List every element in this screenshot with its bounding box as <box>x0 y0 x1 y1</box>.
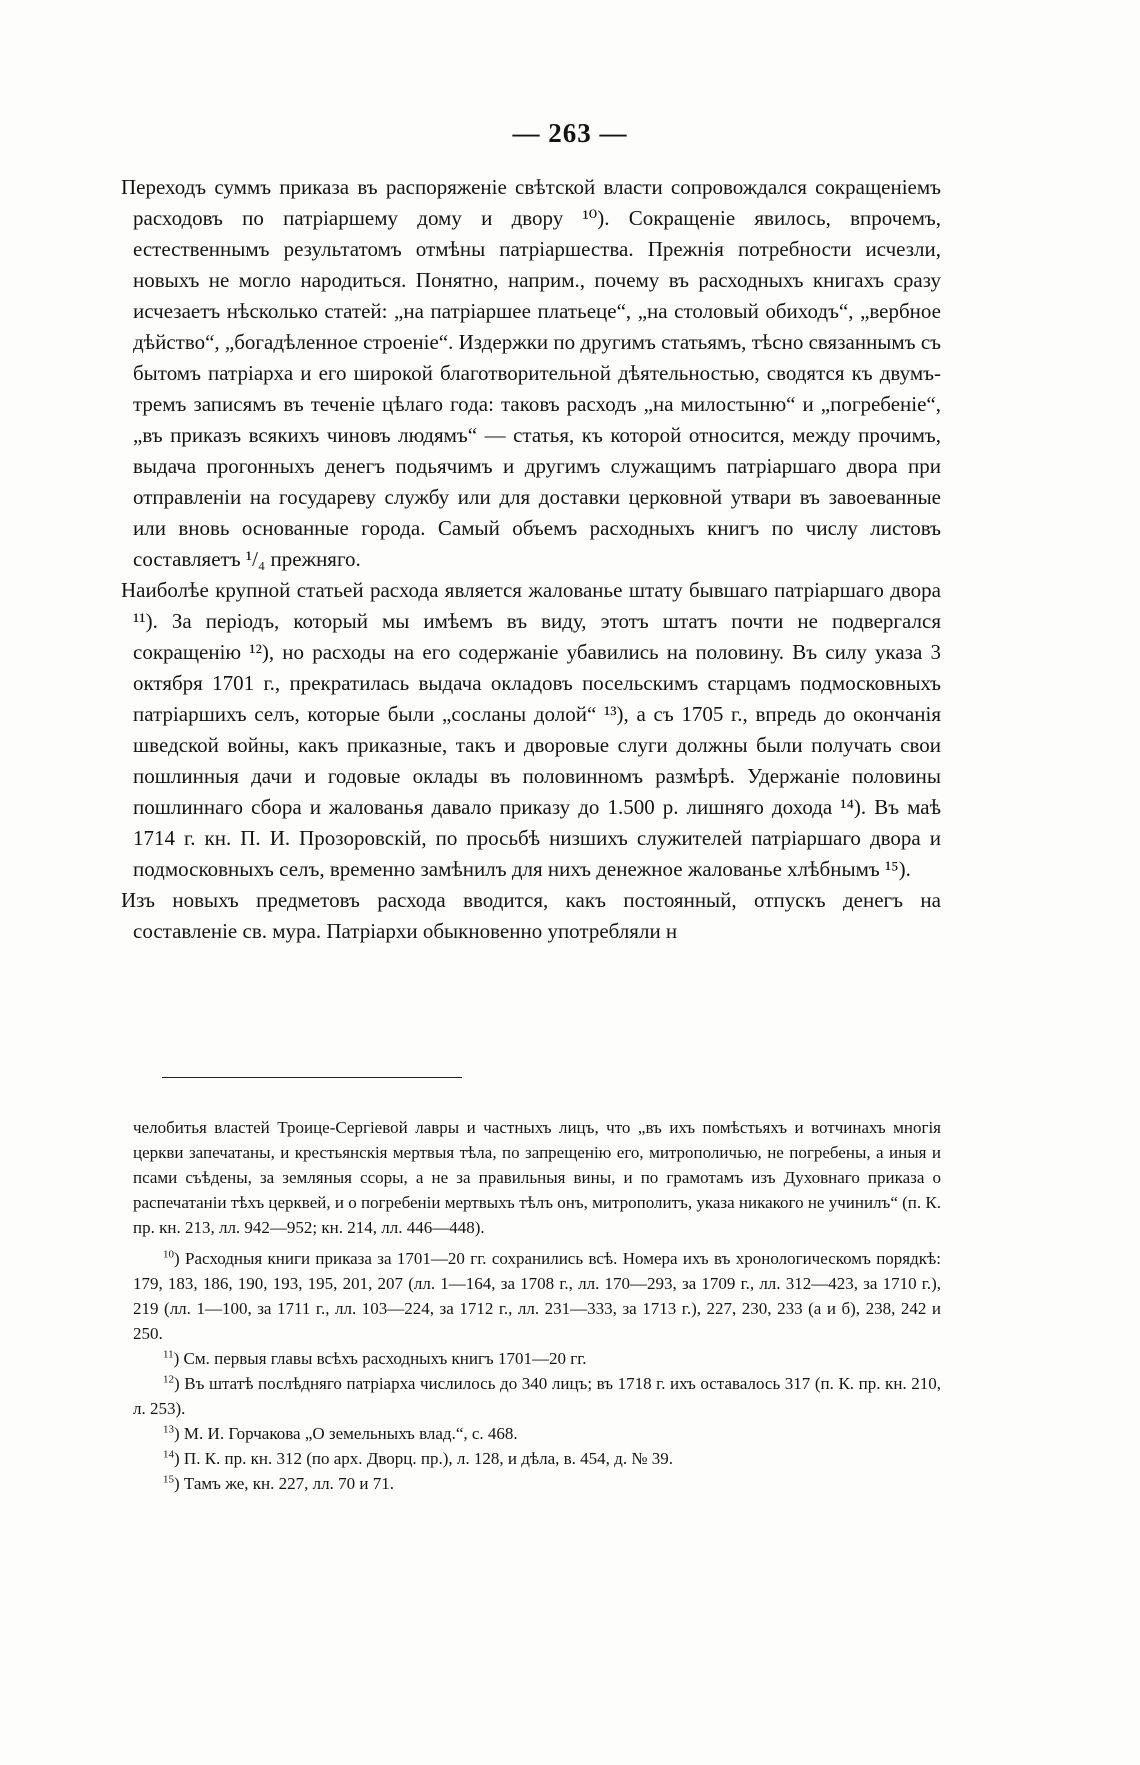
footnote-text: П. К. пр. кн. 312 (по арх. Дворц. пр.), л. 128, и дѣла, в. 454, д. № 39. <box>183 1449 674 1468</box>
footnote-item: $^{13}$) М. И. Горчакова „О земельныхъ влад.“, с. 468. <box>163 1423 518 1443</box>
footnote-number: 11 <box>163 1348 174 1361</box>
footnote-number: 12 <box>163 1373 174 1386</box>
main-text <box>121 172 941 947</box>
footnote-divider <box>162 1077 462 1078</box>
footnote-text: М. И. Горчакова „О земельныхъ влад.“, с. 468. <box>183 1424 518 1443</box>
page-number: — 263 — <box>512 118 628 148</box>
footnote-number: 10 <box>163 1248 174 1261</box>
footnote-text: См. первыя главы всѣхъ расходныхъ книгъ 1701—20 гг. <box>183 1349 587 1368</box>
footnote-continuation: челобитья властей Троице-Сергіевой лавры и частныхъ лицъ, что „въ ихъ помѣстьяхъ и вотчинахъ многія церкви запечатаны, и крестьянскія мертвыя тѣла, по запрещенію его, митрополичью, не погребены, а иныя и псами съѣдены, за земляныя ссоры, а не за правильныя вины, и по грамотамъ изъ Духовнаго приказа о распечатаніи тѣхъ церквей, и о погребеніи мертвыхъ тѣлъ онъ, митрополитъ, указа никакого не учинилъ“ (п. К. пр. кн. 213, лл. 942—952; кн. 214, лл. 446—448). <box>133 1118 941 1237</box>
footnote-text: Тамъ же, кн. 227, лл. 70 и 71. <box>183 1474 394 1493</box>
paragraph-1: Переходъ суммъ приказа въ распоряженіе свѣтской власти сопровождался сокращеніемъ расходовъ по патріаршему дому и двору ¹⁰). Сокращеніе явилось, впрочемъ, естественнымъ результатомъ отмѣны патріаршества. Прежнія потребности исчезли, новыхъ не могло народиться. Понятно, наприм., почему въ расходныхъ книгахъ сразу исчезаетъ нѣсколько статей: „на патріаршее платьеце“, „на столовый обиходъ“, „вербное дѣйство“, „богадѣленное строеніе“. Издержки по другимъ статьямъ, тѣсно связаннымъ съ бытомъ патріарха и его широкой благотворительной дѣятельностью, сводятся къ двумъ-тремъ записямъ въ теченіе цѣлаго года: таковъ расходъ „на милостыню“ и „погребеніе“, „въ приказъ всякихъ чиновъ людямъ“ — статья, къ которой относится, между прочимъ, выдача прогонныхъ денегъ подьячимъ и другимъ служащимъ патріаршаго двора при отправленіи на государеву службу или для доставки церковной утвари въ завоеванные или вновь основанные города. Самый объемъ расходныхъ книгъ по числу листовъ составляетъ ¹/₄ прежняго. <box>121 175 941 571</box>
footnote-text: Расходныя книги приказа за 1701—20 гг. сохранились всѣ. Номера ихъ въ хронологическомъ порядкѣ: 179, 183, 186, 190, 193, 195, 201, 207 (лл. 1—164, за 1708 г., лл. 170—293, за 1709 г., лл. 312—423, за 1710 г.), 219 (лл. 1—100, за 1711 г., лл. 103—224, за 1712 г., лл. 231—333, за 1713 г.), 227, 230, 233 (а и б), 238, 242 и 250. <box>133 1249 941 1343</box>
footnote-item: $^{12}$) Въ штатѣ послѣдняго патріарха числилось до 340 лицъ; въ 1718 г. ихъ оставалось 317 (п. К. пр. кн. 210, л. 253). <box>133 1373 941 1418</box>
paragraph-3: Изъ новыхъ предметовъ расхода вводится, какъ постоянный, отпускъ денегъ на составленіе св. мура. Патріархи обыкновенно употребляли н <box>121 888 941 943</box>
footnote-item: $^{11}$) См. первыя главы всѣхъ расходныхъ книгъ 1701—20 гг. <box>163 1348 587 1368</box>
footnotes <box>133 1115 941 1496</box>
footnote-number: 13 <box>163 1423 174 1436</box>
footnote-number: 15 <box>163 1473 174 1486</box>
footnote-item: $^{14}$) П. К. пр. кн. 312 (по арх. Дворц. пр.), л. 128, и дѣла, в. 454, д. № 39. <box>163 1448 674 1468</box>
footnote-number: 14 <box>163 1448 174 1461</box>
footnote-item: $^{15}$) Тамъ же, кн. 227, лл. 70 и 71. <box>163 1473 394 1493</box>
footnote-item: $^{10}$) Расходныя книги приказа за 1701—20 гг. сохранились всѣ. Номера ихъ въ хронологическомъ порядкѣ: 179, 183, 186, 190, 193, 195, 201, 207 (лл. 1—164, за 1708 г., лл. 170—293, за 1709 г., лл. 312—423, за 1710 г.), 219 (лл. 1—100, за 1711 г., лл. 103—224, за 1712 г., лл. 231—333, за 1713 г.), 227, 230, 233 (а и б), 238, 242 и 250. <box>133 1248 941 1343</box>
footnote-text: Въ штатѣ послѣдняго патріарха числилось до 340 лицъ; въ 1718 г. ихъ оставалось 317 (п. К. пр. кн. 210, л. 253). <box>133 1374 941 1418</box>
paragraph-2: Наиболѣе крупной статьей расхода является жалованье штату бывшаго патріаршаго двора ¹¹). За періодъ, который мы имѣемъ въ виду, этотъ штатъ почти не подвергался сокращенію ¹²), но расходы на его содержаніе убавились на половину. Въ силу указа 3 октября 1701 г., прекратилась выдача окладовъ посельскимъ старцамъ подмосковныхъ патріаршихъ селъ, которые были „сосланы долой“ ¹³), а съ 1705 г., впредь до окончанія шведской войны, какъ приказные, такъ и дворовые слуги должны были получать свои пошлинныя дачи и годовые оклады въ половинномъ размѣрѣ. Удержаніе половины пошлиннаго сбора и жалованья давало приказу до 1.500 р. лишняго дохода ¹⁴). Въ маѣ 1714 г. кн. П. И. Прозоровскій, по просьбѣ низшихъ служителей патріаршаго двора и подмосковныхъ селъ, временно замѣнилъ для нихъ денежное жалованье хлѣбнымъ ¹⁵). <box>121 578 941 881</box>
